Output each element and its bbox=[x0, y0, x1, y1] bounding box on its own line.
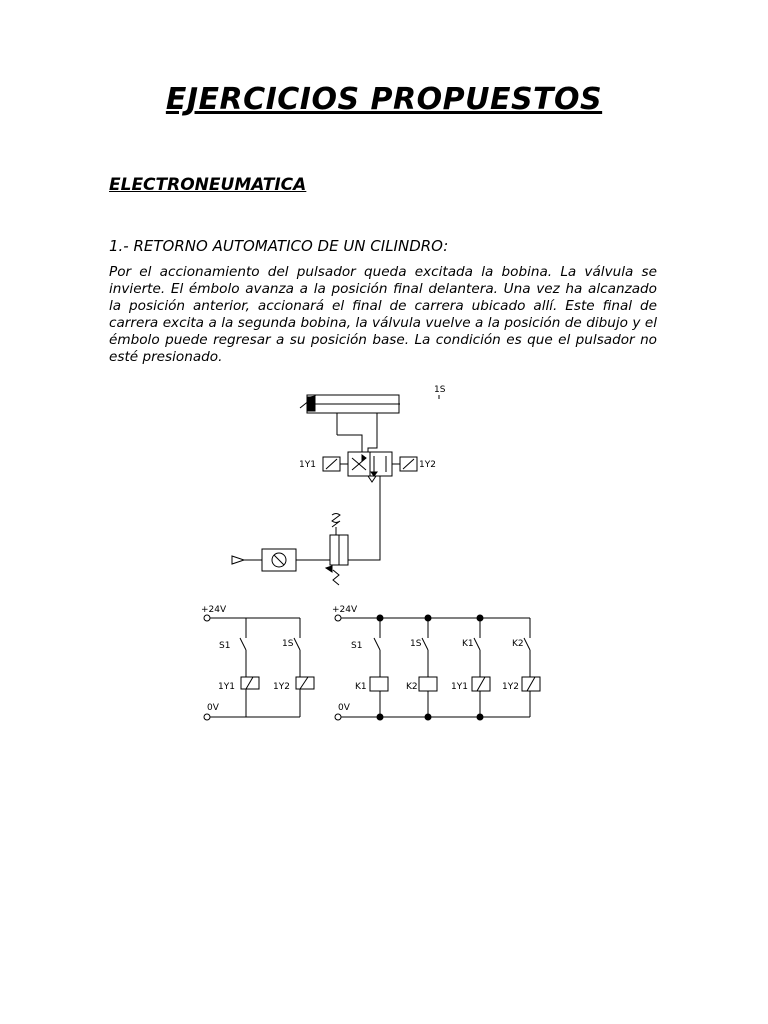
exercise-title: 1.- RETORNO AUTOMATICO DE UN CILINDRO: bbox=[109, 237, 449, 255]
pneumatic-limit-switch-label: 1S bbox=[434, 385, 446, 395]
left-coil-1-label: 1Y1 bbox=[218, 682, 235, 692]
left-supply-label: +24V bbox=[201, 605, 227, 615]
page-title: EJERCICIOS PROPUESTOS bbox=[165, 82, 603, 117]
circuit-diagram bbox=[0, 370, 768, 730]
pneumatic-lines bbox=[337, 430, 380, 560]
section-heading: ELECTRONEUMATICA bbox=[109, 175, 307, 195]
left-electric-circuit bbox=[204, 615, 314, 720]
right-relay-2-label: K2 bbox=[406, 682, 418, 692]
right-coil-2-label: 1Y2 bbox=[502, 682, 519, 692]
right-contact-1-label: K1 bbox=[462, 639, 474, 649]
left-coil-2-label: 1Y2 bbox=[273, 682, 290, 692]
left-limit-switch-label: 1S bbox=[282, 639, 294, 649]
right-limit-switch-label: 1S bbox=[410, 639, 422, 649]
air-source bbox=[232, 549, 330, 571]
right-supply-label: +24V bbox=[332, 605, 358, 615]
right-relay-1-label: K1 bbox=[355, 682, 367, 692]
left-ground-label: 0V bbox=[207, 703, 219, 713]
pneumatic-cylinder bbox=[300, 395, 400, 435]
pneumatic-coil-left-label: 1Y1 bbox=[299, 460, 316, 470]
right-ground-label: 0V bbox=[338, 703, 350, 713]
directional-valve bbox=[323, 452, 417, 482]
pneumatic-coil-right-label: 1Y2 bbox=[419, 460, 436, 470]
right-coil-1-label: 1Y1 bbox=[451, 682, 468, 692]
manual-valve bbox=[326, 514, 348, 586]
exercise-description: Por el accionamiento del pulsador queda excitada la bobina. La válvula se invierte. El émbolo avanza a la posición final delantera. Una vez ha alcanzado la posición anterior, accionará el final de carrera ubicado allí. Este final de carrera excita a la segunda bobina, la válvula vuelve a la posición de dibujo y el émbolo puede regresar a su posición base. La condición es que el pulsador no esté presionado. bbox=[109, 264, 657, 365]
left-pushbutton-label: S1 bbox=[219, 641, 231, 651]
right-electric-circuit bbox=[335, 615, 540, 720]
right-pushbutton-label: S1 bbox=[351, 641, 363, 651]
right-contact-2-label: K2 bbox=[512, 639, 524, 649]
